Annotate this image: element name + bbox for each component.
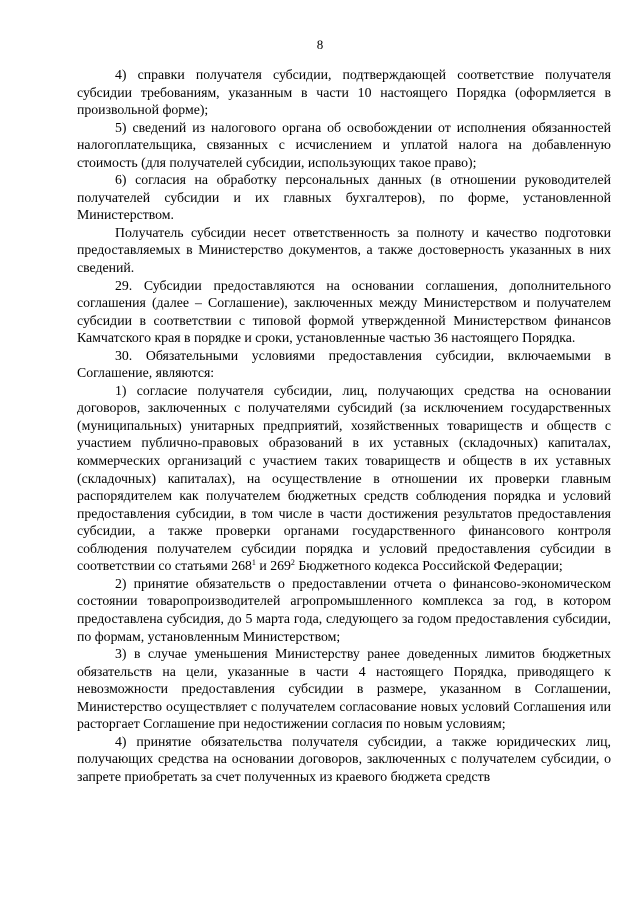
paragraph-section-29: 29. Субсидии предоставляются на основании соглашения, дополнительного соглашения (далее – Соглашение), заключенных между Министерством и получателем субсидии в соответствии с типовой формой утвержденной Министерством финансов Камчатского края в порядке и сроки, установленные частью 36 настоящего Порядка. (77, 277, 611, 346)
paragraph-condition-1 (77, 382, 611, 575)
paragraph-item-6-consent: 6) согласия на обработку персональных данных (в отношении руководителей получателей субсидии и их главных бухгалтеров), по форме, установленной Министерством. (77, 172, 611, 223)
condition-1-text: 1) согласие получателя субсидии, лиц, получающих средства на основании договоров, заключенных с получателями субсидий (за исключением государственных (муниципальных) унитарных предприятий, хозяйственных товариществ и обществ с участием публично-правовых образований в их уставных (складочных) капиталах, коммерческих организаций с участием таких товариществ и обществ в их уставных (складочных) капиталах), на осуществление в отношении их проверки главным распорядителем как получателем бюджетных средств соблюдения порядка и условий предоставления субсидии, в том числе в части достижения результатов предоставления субсидии, а также проверки органами государственного финансового контроля соблюдения получателем субсидии порядка и условий предоставления субсидии в соответствии со статьями (77, 382, 611, 574)
article-268-ref: 268 (231, 558, 252, 574)
paragraph-condition-4: 4) принятие обязательства получателя субсидии, а также юридических лиц, получающих средства на основании договоров, заключенных с получателем субсидии, о запрете приобретать за счет полученных из краевого бюджета средств (77, 733, 611, 784)
paragraph-section-30: 30. Обязательными условиями предоставления субсидии, включаемыми в Соглашение, являются: (77, 347, 611, 381)
paragraph-condition-2: 2) принятие обязательств о предоставлении отчета о финансово-экономическом состоянии товаропроизводителей агропромышленного комплекса за год, в котором предоставлена субсидия, до 5 марта года, следующего за годом предоставления субсидии, по формам, установленным Министерством; (77, 575, 611, 644)
article-268-superscript: 1 (251, 558, 256, 568)
paragraph-condition-3: 3) в случае уменьшения Министерству ранее доведенных лимитов бюджетных обязательств на цели, указанные в части 4 настоящего Порядка, приводящего к невозможности предоставления субсидии в размере, указанном в Соглашении, Министерство осуществляет с получателем согласование новых условий Соглашения или расторгает Соглашение при недостижении согласия по новым условиям; (77, 646, 611, 732)
conjunction-and: и (255, 558, 271, 574)
page-number: 8 (316, 37, 324, 52)
paragraph-item-4-certificate: 4) справки получателя субсидии, подтверждающей соответствие получателя субсидии требованиям, указанным в части 10 настоящего Порядка (оформляется в произвольной форме); (77, 67, 611, 118)
document-body (77, 66, 611, 785)
paragraph-responsibility: Получатель субсидии несет ответственность за полноту и качество подготовки предоставляемых в Министерство документов, а также достоверность указанных в них сведений. (77, 224, 611, 276)
paragraph-item-5-tax-info: 5) сведений из налогового органа об освобождении от исполнения обязанностей налогоплательщика, связанных с исчислением и уплатой налога на добавленную стоимость (для получателей субсидии, использующих такое право); (77, 119, 611, 170)
article-269-ref: 269 (270, 558, 291, 574)
condition-1-tail: Бюджетного кодекса Российской Федерации; (294, 558, 563, 574)
article-269-superscript: 2 (290, 558, 295, 568)
